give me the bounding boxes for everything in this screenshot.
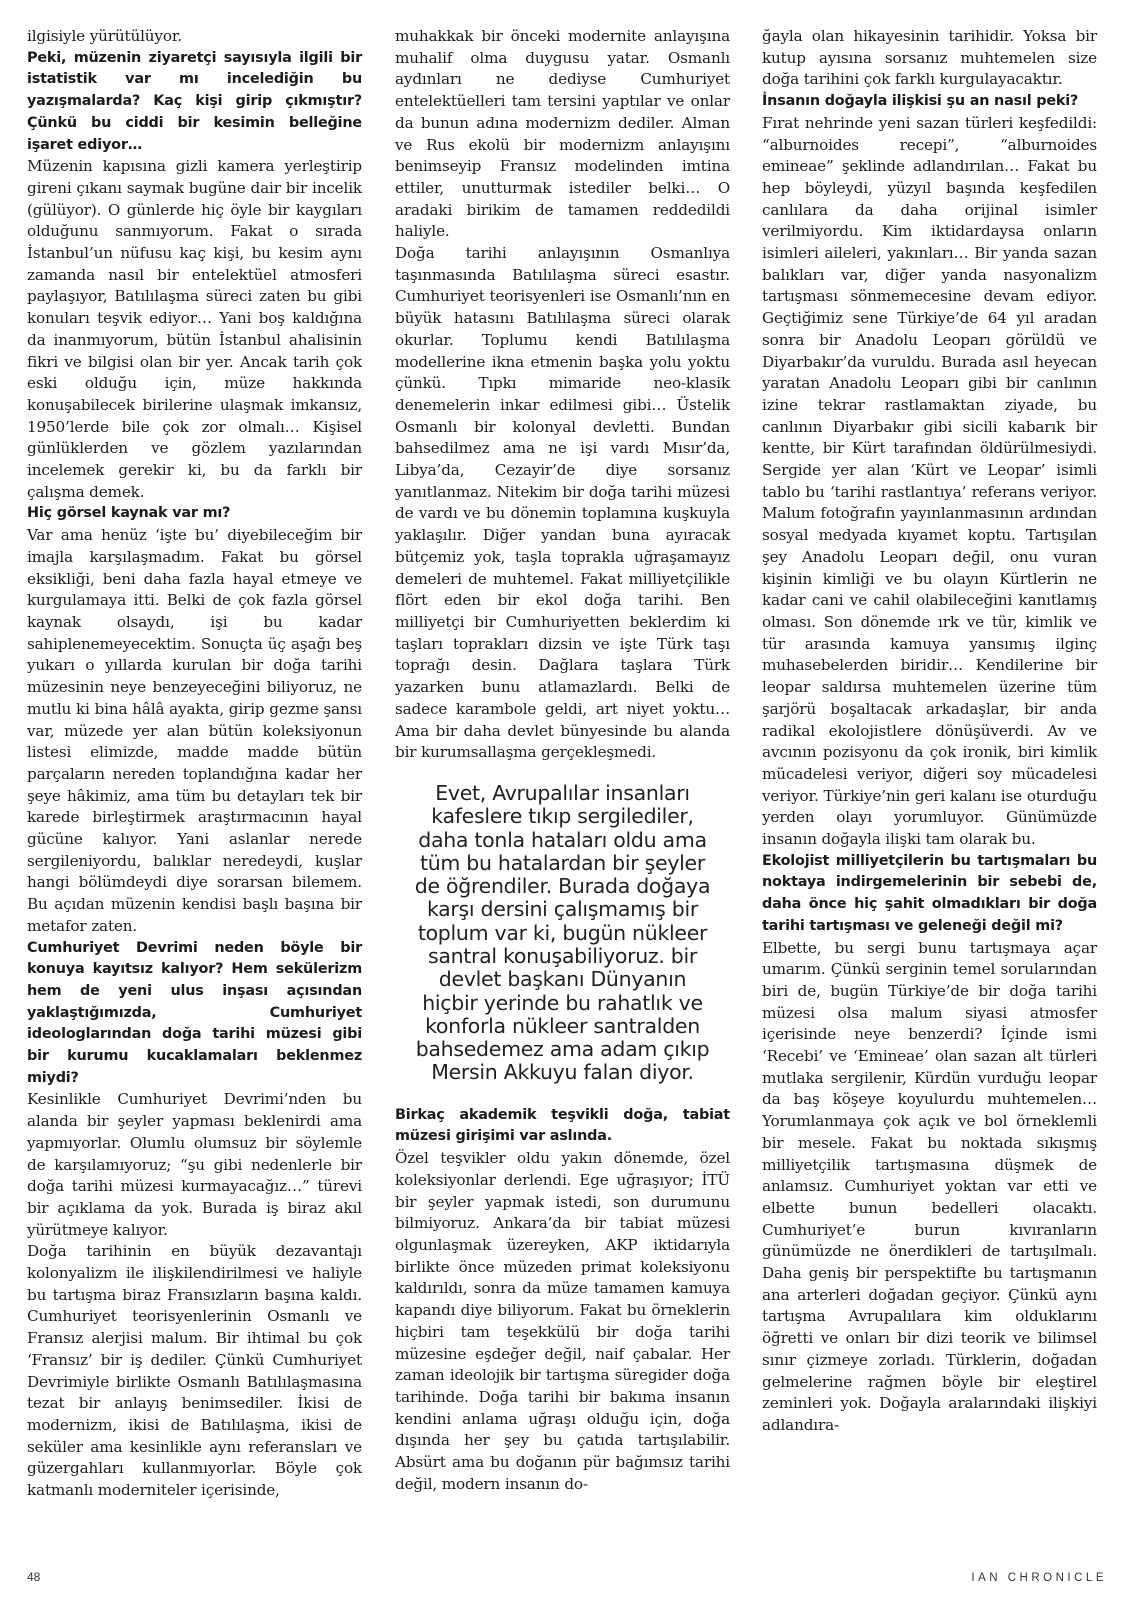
pull-quote-line: devlet başkanı Dünyanın [438, 967, 687, 992]
pull-quote-line: santral konuşabiliyoruz. bir [427, 943, 698, 968]
interview-question: Peki, müzenin ziyaretçi sayısıyla ilgili bir istatistik var mı incelediğin bu yazışmalarda? Kaç kişi girip çıkmıştır? Çünkü bu ciddi bir kesimin belleğine işaret ediyor… [27, 49, 362, 153]
pull-quote-line: karşı dersini çalışmamış bir [426, 897, 699, 922]
pull-quote-line: daha tonla hataları oldu ama [418, 827, 707, 852]
page-number: 48 [27, 1570, 41, 1584]
body-paragraph: Müzenin kapısına gizli kamera yerleştirip gireni çıkanı saymak bugüne dair bir incelik (gülüyor). O günlerde hiç öyle bir kaygıları olduğunu sanmıyorum. Fakat o sırada İstanbul’un nüfusu kaç kişi, bu kesim aynı zamanda nasıl bir entelektüel atmosferi paylaşıyor, Batılılaşma süreci zaten bu gibi konuları teşvik ediyor… Yani boş kaldığına da inanmıyorum, bütün İstanbul ahalisinin fikri ve bilgisi olan bir yer. Ancak tarih çok eski olduğu için, müze hakkında konuşabilecek birilerine ulaşmak imkansız, 1950’lerde bile çok zor olmalı… Kişisel günlüklerden ve gözlem yazılarından incelemek gerekir ki, bu da farklı bir çalışma demek. [27, 157, 362, 501]
interview-question: Cumhuriyet Devrimi neden böyle bir konuya kayıtsız kalıyor? Hem sekülerizm hem de yeni ulus inşası açısından yaklaştığımızda, Cumhuriyet ideologlarından doğa tarihi müzesi gibi bir kurumu kucaklamaları beklenmez miydi? [27, 939, 362, 1086]
body-paragraph: ilgisiyle yürütülüyor. [27, 27, 182, 45]
article-column-1 [27, 26, 362, 1502]
body-paragraph: Doğa tarihi anlayışının Osmanlıya taşınmasında Batılılaşma süreci esastır. Cumhuriyet teorisyenleri ise Osmanlı’nın en büyük hatasını Batılılaşma süreci olarak okurlar. Toplumu kendi Batılılaşma modellerine ikna etmenin başka yolu yoktu çünkü. Tıpkı mimaride neo-klasik denemelerin inkar edilmesi gibi… Üstelik Osmanlı bir kolonyal devletti. Bundan bahsedilmez ama ne işi vardı Mısır’da, Libya’da, Cezayir’de diye sorsanız yanıtlanmaz. Nitekim bir doğa tarihi müzesi de vardı ve bu dönemin toplamına kuşkuyla yaklaşılır. Diğer yandan buna ayıracak bütçemiz yok, taşla toprakla uğraşamayız demeleri de muhtemel. Fakat milliyetçilikle flört eden bir ekol doğa tarihi. Ben milliyetçi bir Cumhuriyetten beklerdim ki taşları toprakları dizsin ve işte Türk taşı toprağı desin. Dağlara taşlara Türk yazarken bunu atlamazlardı. Belki de sadece karambole geldi, art niyet yoktu… Ama bir daha devlet bünyesinde bu alanda bir kurumsallaşma gerçekleşmedi. [395, 244, 730, 762]
interview-question: Birkaç akademik teşvikli doğa, tabiat müzesi girişimi var aslında. [395, 1106, 730, 1145]
publication-name: IAN CHRONICLE [971, 1572, 1107, 1584]
pull-quote-line: kafeslere tıkıp sergilediler, [431, 804, 694, 829]
body-paragraph: Doğa tarihinin en büyük dezavantajı kolonyalizm ile ilişkilendirilmesi ve haliyle bu tartışma biraz Fransızların başına kaldı. Cumhuriyet teorisyenlerinin Osmanlı ve Fransız alerjisi malum. Bir ihtimal bu çok ‘Fransız’ bir iş dediler. Çünkü Cumhuriyet Devrimiyle birlikte Osmanlı Batılılaşmasına tezat bir anlayış benimsediler. İkisi de modernizm, ikisi de Batılılaşma, ikisi de seküler ama kesinlikle aynı referansları ve güzergahları kullanmıyorlar. Böyle çok katmanlı moderniteler içerisinde, [27, 1242, 362, 1500]
body-paragraph: Kesinlikle Cumhuriyet Devrimi’nden bu alanda bir şeyler yapması beklenirdi ama yapmıyorlar. Olumlu olumsuz bir söylemle de karşılamıyoruz; “şu gibi nedenlerle bir doğa tarihi müzesi kurmayacağız…” türevi bir açıklama da yok. Burada iş biraz akıl yürütmeye kalıyor. [27, 1090, 362, 1239]
body-paragraph: ğayla olan hikayesinin tarihidir. Yoksa bir kutup ayısına sorsanız muhtemelen size doğa tarihini çok farklı kurgulayacaktır. [762, 27, 1097, 89]
body-paragraph: muhakkak bir önceki modernite anlayışına muhalif olma duygusu yatar. Osmanlı aydınları ne dediyse Cumhuriyet entelektüelleri tam tersini yaptılar ve onlar da bunun adına modernizm dediler. Alman ve Rus ekolü bir modernizm anlayışını benimseyip Fransız modelinden imtina ettiler, unutturmak istediler belki… O aradaki birikim de tamamen reddedildi haliyle. [395, 27, 730, 241]
pull-quote-line: de öğrendiler. Burada doğaya [414, 874, 711, 899]
pull-quote-line: toplum var ki, bugün nükleer [417, 920, 708, 945]
body-paragraph: Özel teşvikler oldu yakın dönemde, özel koleksiyonlar derlendi. Ege uğraşıyor; İTÜ bir şeyler yapmak istedi, son durumunu bilmiyoruz. Ankara’da bir tabiat müzesi olgunlaşmak üzereyken, AKP iktidarıyla birlikte önce müzeden primat koleksiyonu kaldırıldı, sonra da müze tamamen kamuya kapandı diye biliyorum. Fakat bu örneklerin hiçbiri tam teşekkülü bir doğa tarihi müzesine eşdeğer değil, naif çabalar. Her zaman ideolojik bir tartışma süregider doğa tarihinde. Doğa tarihi bir bakıma insanın kendini anlama uğraşı olduğu için, doğa dışında her şey bu çatıda tartışılabilir. Absürt ama bu doğanın pür bağımsız tarihi değil, modern insanın do- [395, 1149, 730, 1493]
pull-quote-line: tüm bu hatalardan bir şeyler [419, 850, 706, 875]
pull-quote-line: hiçbir yerinde bu rahatlık ve [422, 990, 703, 1015]
interview-question: Hiç görsel kaynak var mı? [27, 505, 231, 522]
interview-question: Ekolojist milliyetçilerin bu tartışmaları bu noktaya indirgemelerinin bir sebebi de, daha önce hiç şahit olmadıkları bir doğa tarihi tartışması ve geleneği değil mi? [762, 852, 1097, 934]
pull-quote-line: Evet, Avrupalılar insanları [435, 780, 690, 805]
body-paragraph: Elbette, bu sergi bunu tartışmaya açar umarım. Çünkü serginin temel sorularından biri de, bugün Türkiye’de bir doğa tarihi müzesi olsa malum siyasi atmosfer içerisinde neye benzerdi? İçinde ismi ‘Recebi’ ve ‘Emineae’ olan sazan alt türleri mutlaka sergilenir, Kürdün vurduğu leopar da baş köşeye koyulurdu muhtemelen… Yorumlanmaya çok açık ve bol örneklemli bir mesele. Fakat bu noktada sıkışmış milliyetçilik tartışmasına düşmek de anlamsız. Cumhuriyet yoktan var etti ve elbette bunun bedelleri olacaktı. Cumhuriyet’e burun kıvıranların günümüzde ne önerdikleri de tartışılmalı. Daha geniş bir perspektifte bu tartışmanın ana arterleri doğadan geçiyor. Çünkü aynı tartışma Avrupalılara kim olduklarını öğretti ve onları bir dizi teorik ve bilimsel sınır çizmeye zorladı. Türklerin, doğadan gelmelerine rağmen böyle bir eleştirel zeminleri yok. Doğayla aralarındaki ilişkiyi adlandıra- [762, 938, 1097, 1434]
pull-quote-line: bahsedemez ama adam çıkıp [415, 1037, 710, 1062]
article-column-3 [762, 26, 1097, 1437]
interview-question: İnsanın doğayla ilişkisi şu an nasıl peki? [762, 93, 1079, 110]
body-paragraph: Fırat nehrinde yeni sazan türleri keşfedildi: “alburnoides recepi”, “alburnoides emineae” şeklinde adlandırılan… Fakat bu hep böyleydi, yüzyıl başında keşfedilen canlılara da daha orijinal isimler verilmiyordu. Kim iktidardaysa onların isimleri aileleri, yakınları… Bir yanda sazan balıkları var, diğer yanda nasyonalizm tartışması sönmemecesine devam ediyor. Geçtiğimiz sene Türkiye’de 64 yıl aradan sonra bir Anadolu Leoparı görüldü ve Diyarbakır’da vuruldu. Burada asıl heyecan yaratan Anadolu Leoparı gibi bir canlının izine tekrar rastlamaktan ziyade, bu canlının Diyarbakır gibi sicili kabarık bir kentte, bir Kürt tarafından öldürülmesiydi. Sergide yer alan ‘Kürt ve Leopar’ isimli tablo bu ‘tarihi rastlantıya’ referans veriyor. Malum fotoğrafın yayınlanmasının ardından sosyal medyada kıyamet koptu. Tartışılan şey Anadolu Leoparı değil, onu vuran kişinin kimliği ve bu olayın Kürtlerin ne kadar cani ve cahil olabileceğini kanıtlamış olması. Son dönemde ırk ve tür, kimlik ve tür arasında kamuya yansımış ilginç muhasebelerden biridir… Kendilerine bir leopar saldırsa muhtemelen üzerine tüm şarjörü boşaltacak arkadaşlar, bir anda radikal ekolojistlere dönüşüverdi. Av ve avcının pozisyonu da çok ironik, biri kimlik mücadelesi veriyor, diğeri soy mücadelesi veriyor. Türkiye’nin geri kalanı ise oturduğu yerden olayı yorumluyor. Günümüzde insanın doğayla ilişki tam olarak bu. [762, 113, 1097, 849]
pull-quote-line: Mersin Akkuyu falan diyor. [431, 1060, 694, 1085]
body-paragraph: Var ama henüz ‘işte bu’ diyebileceğim bir imajla karşılaşmadım. Fakat bu görsel eksikliği, beni daha fazla hayal etmeye ve kurgulamaya itti. Belki de çok fazla görsel kaynak olsaydı, işi bu kadar sahiplenemeyecektim. Sonuçta üç aşağı beş yukarı o yıllarda kurulan bir doğa tarihi müzesinin neye benzeyeceğini biliyoruz, ne mutlu ki bina hâlâ ayakta, girip gezme şansı var, müzede yer alan bütün koleksiyonun listesi elimizde, madde madde bütün parçaların nereden toplandığına kadar her şeye hâkimiz, ama tüm bu detayları tek bir karede birleştirmek araştırmacının hayal gücüne kalıyor. Yani aslanlar nerede sergileniyordu, balıklar neredeydi, kuşlar hangi bölümdeydi diye sorarsan bilemem. Bu açıdan müzenin kendisi başlı başına bir metafor zaten. [27, 526, 362, 935]
article-column-2 [395, 26, 730, 1495]
pull-quote [395, 782, 730, 1085]
pull-quote-line: konforla nükleer santralden [425, 1013, 700, 1038]
